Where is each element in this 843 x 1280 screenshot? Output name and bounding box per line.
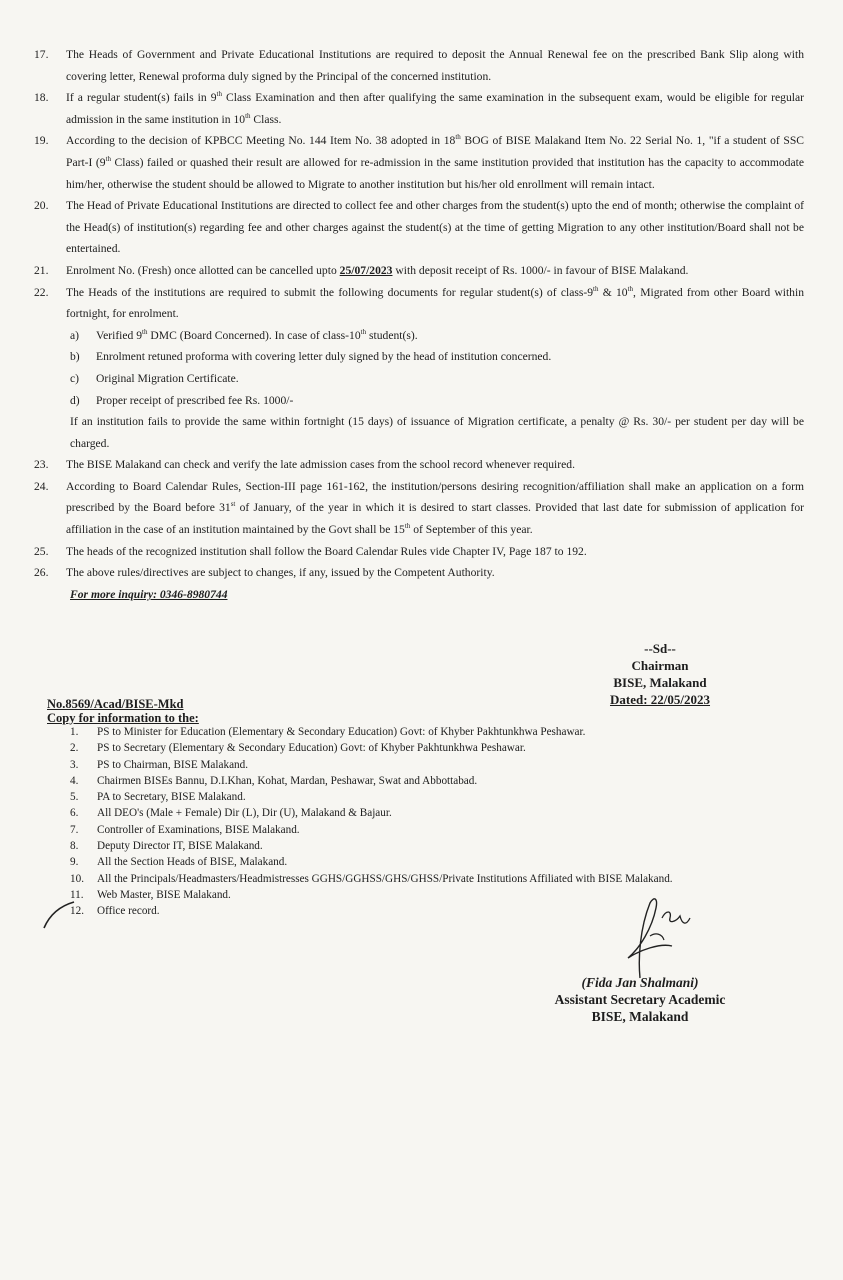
item-number: 3. (70, 758, 79, 771)
rule-22-item-b (34, 346, 804, 368)
item-number: 8. (70, 840, 79, 853)
rule-number: 26. (34, 566, 49, 580)
rule-text: The above rules/directives are subject to changes, if any, issued by the Competent Authority. (66, 566, 495, 580)
sd-mark: --Sd-- (644, 641, 676, 656)
item-text: Controller of Examinations, BISE Malakand. (97, 823, 300, 836)
item-text: All the Section Heads of BISE, Malakand. (97, 856, 288, 869)
sub-text: Original Migration Certificate. (96, 371, 239, 385)
memo-header (47, 697, 199, 725)
list-item (70, 871, 790, 887)
rule-23 (34, 454, 804, 476)
sub-number: c) (70, 371, 80, 385)
rule-text-before: Enrolment No. (Fresh) once allotted can be cancelled upto (66, 263, 340, 277)
chairman-block (560, 640, 760, 708)
item-number: 7. (70, 823, 79, 836)
signatory-org: BISE, Malakand (591, 1009, 689, 1024)
sub-number: d) (70, 393, 80, 407)
item-number: 11. (70, 888, 84, 901)
item-number: 6. (70, 807, 79, 820)
rule-text: According to the decision of KPBCC Meeting No. 144 Item No. 38 adopted in 18th BOG of BISE Malakand Item No. 22 Serial No. 1, "if a student of SSC Part-I (9th Class) failed or quashed their result are allowed for re-admission in the same institution provided that institution has the capacity to accommodate him/her, otherwise the student should be allowed to Migrate to another institution but his/her old enrollment will remain intact. (66, 133, 805, 191)
sub-text: Enrolment retuned proforma with covering letter duly signed by the head of institution concerned. (96, 350, 552, 364)
rule-number: 20. (34, 199, 49, 213)
rule-22-item-a (34, 325, 804, 347)
rule-number: 19. (34, 134, 49, 148)
rule-24 (34, 476, 804, 541)
item-number: 9. (70, 856, 79, 869)
cancel-date: 25/07/2023 (339, 263, 393, 277)
rule-26 (34, 562, 804, 584)
rule-22-penalty-note: If an institution fails to provide the same within fortnight (15 days) of issuance of Migration certificate, a penalty @ Rs. 30/- per student per day will be charged. (70, 415, 804, 450)
list-item (70, 854, 790, 870)
list-item (70, 757, 790, 773)
inquiry-phone: For more inquiry: 0346-8980744 (70, 587, 228, 601)
rule-19 (34, 130, 804, 195)
item-number: 1. (70, 726, 79, 738)
rule-text (66, 260, 804, 282)
signatory-name: (Fida Jan Shalmani) (581, 975, 699, 990)
chairman-org: BISE, Malakand (613, 675, 707, 690)
item-text: PS to Secretary (Elementary & Secondary Education) Govt: of Khyber Pakhtunkhwa Peshawar. (97, 742, 526, 755)
item-text: PS to Minister for Education (Elementary & Secondary Education) Govt: of Khyber Pakhtunkhwa Peshawar. (97, 726, 586, 738)
item-number: 10. (70, 872, 84, 885)
list-item (70, 805, 790, 821)
handwritten-tick-mark (40, 892, 76, 932)
rule-17 (34, 44, 804, 87)
rule-22 (34, 282, 804, 325)
item-text: Deputy Director IT, BISE Malakand. (97, 840, 263, 853)
rule-text: The Heads of the institutions are required to submit the following documents for regular student(s) of class-9th & 10th, Migrated from other Board within fortnight, for enrolment. (66, 284, 804, 321)
rule-text: According to Board Calendar Rules, Section-III page 161-162, the institution/persons desiring recognition/affiliation shall make an application on a form prescribed by the Board before 31st of January, of the year in which it is desired to start classes. Provided that last date for submission of application for affiliation in the case of an institution maintained by the Govt shall be 15th of September of this year. (66, 479, 804, 537)
rules-section (34, 44, 804, 605)
rule-number: 23. (34, 458, 49, 472)
rule-22-item-d (34, 390, 804, 412)
list-item (70, 789, 790, 805)
rule-22-item-c (34, 368, 804, 390)
sub-text: Verified 9th DMC (Board Concerned). In case of class-10th student(s). (96, 327, 418, 342)
item-text: All DEO's (Male + Female) Dir (L), Dir (U), Malakand & Bajaur. (97, 807, 392, 820)
issue-date: Dated: 22/05/2023 (609, 692, 711, 707)
rule-number: 17. (34, 48, 49, 61)
item-text: Office record. (97, 905, 160, 918)
rule-text: The Head of Private Educational Institutions are directed to collect fee and other charges from the student(s) upto the end of month; otherwise the complaint of the Head(s) of institution(s) regarding fee and other charges against the student(s) at the time of getting Migration to any other institution/Board shall not be entertained. (66, 199, 805, 256)
item-text: PS to Chairman, BISE Malakand. (97, 758, 249, 771)
item-text: Web Master, BISE Malakand. (97, 888, 231, 901)
sub-number: a) (70, 328, 80, 342)
item-number: 12. (70, 905, 84, 918)
sub-number: b) (70, 350, 80, 364)
rule-number: 24. (34, 479, 49, 493)
rule-25 (34, 541, 804, 563)
signatory-block (510, 974, 770, 1025)
item-text: All the Principals/Headmasters/Headmistresses GGHS/GGHSS/GHS/GHSS/Private Institutions Affiliated with BISE Malakand. (97, 872, 673, 885)
rule-number: 21. (34, 263, 49, 277)
list-item (70, 740, 790, 756)
item-number: 4. (70, 774, 79, 787)
rule-text: If a regular student(s) fails in 9th Class Examination and then after qualifying the same examination in the subsequent exam, would be eligible for regular admission in the same institution in 10th Class. (66, 90, 804, 126)
copy-heading: Copy for information to the: (47, 711, 199, 725)
memo-number: No.8569/Acad/BISE-Mkd (47, 697, 184, 711)
rule-18 (34, 87, 804, 130)
rule-text: The BISE Malakand can check and verify the late admission cases from the school record whenever required. (66, 458, 575, 472)
item-text: PA to Secretary, BISE Malakand. (97, 791, 246, 804)
chairman-title: Chairman (631, 658, 689, 673)
list-item (70, 838, 790, 854)
rule-text: The heads of the recognized institution shall follow the Board Calendar Rules vide Chapter IV, Page 187 to 192. (66, 544, 587, 558)
rule-text: The Heads of Government and Private Educational Institutions are required to deposit the Annual Renewal fee on the prescribed Bank Slip along with covering letter, Renewal proforma duly signed by the Principal of the concerned institution. (66, 48, 804, 83)
list-item (70, 773, 790, 789)
rule-20 (34, 195, 804, 260)
rule-number: 18. (34, 91, 49, 105)
list-item (70, 822, 790, 838)
rule-number: 25. (34, 544, 49, 558)
rule-text-after: with deposit receipt of Rs. 1000/- in favour of BISE Malakand. (392, 263, 689, 277)
item-number: 5. (70, 791, 79, 804)
signature-mark (610, 888, 700, 983)
rule-21 (34, 260, 804, 282)
rule-number: 22. (34, 285, 49, 299)
list-item (70, 724, 790, 740)
item-number: 2. (70, 742, 79, 755)
item-text: Chairmen BISEs Bannu, D.I.Khan, Kohat, Mardan, Peshawar, Swat and Abbottabad. (97, 774, 478, 787)
signatory-title: Assistant Secretary Academic (554, 992, 726, 1007)
sub-text: Proper receipt of prescribed fee Rs. 1000/- (96, 393, 294, 407)
